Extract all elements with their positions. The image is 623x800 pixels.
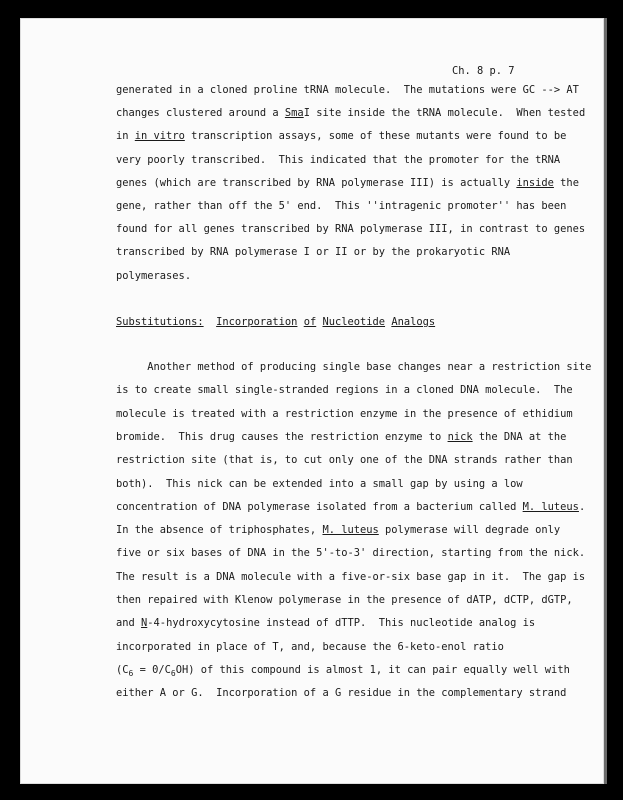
underlined-text: nick: [447, 431, 473, 443]
paragraph-2-line: molecule is treated with a restriction enzyme in the presence of ethidium: [116, 408, 573, 420]
paragraph-2-line: then repaired with Klenow polymerase in the presence of dATP, dCTP, dGTP,: [116, 594, 573, 606]
underlined-text: M. luteus: [522, 501, 579, 513]
paragraph-2-line: The result is a DNA molecule with a five-or-six base gap in it. The gap is: [116, 571, 586, 583]
underlined-text: Analogs: [391, 316, 436, 328]
paragraph-2-line: both). This nick can be extended into a small gap by using a low: [116, 478, 523, 490]
underlined-text: Substitutions:: [116, 316, 204, 328]
underlined-text: Nucleotide: [322, 316, 386, 328]
paragraph-2-line: restriction site (that is, to cut only one of the DNA strands rather than: [116, 454, 573, 466]
page-edge: [604, 18, 607, 784]
paragraph-2-line: $(C_6 = 0/C_6OH)$ of this compound is almost 1, it can pair equally well with: [116, 664, 570, 678]
paragraph-1-line: genes (which are transcribed by RNA polymerase III) is actually inside the: [116, 177, 579, 189]
subscript: 6: [128, 669, 134, 678]
underlined-text: inside: [516, 177, 554, 189]
underlined-text: N: [141, 617, 148, 629]
section-heading: [116, 316, 435, 328]
underlined-text: of: [303, 316, 317, 328]
paragraph-2-line: and N-4-hydroxycytosine instead of dTTP. This nucleotide analog is: [116, 617, 536, 629]
paragraph-1-line: transcribed by RNA polymerase I or II or by the prokaryotic RNA: [116, 246, 511, 258]
paragraph-2-line: In the absence of triphosphates, M. luteus polymerase will degrade only: [116, 524, 561, 536]
paragraph-1-line: gene, rather than off the 5' end. This ''intragenic promoter'' has been: [116, 200, 567, 212]
paragraph-2-line: either A or G. Incorporation of a G residue in the complementary strand: [116, 687, 567, 699]
paragraph-2-line: five or six bases of DNA in the 5'-to-3' direction, starting from the nick.: [116, 547, 586, 559]
paragraph-2-line: is to create small single-stranded regions in a cloned DNA molecule. The: [116, 384, 573, 396]
paragraph-2-line: incorporated in place of T, and, because the 6-keto-enol ratio: [116, 641, 504, 653]
paragraph-1-line: generated in a cloned proline tRNA molecule. The mutations were GC --> AT: [116, 84, 579, 96]
paragraph-1-line: found for all genes transcribed by RNA polymerase III, in contrast to genes: [116, 223, 586, 235]
paragraph-1-line: in in vitro transcription assays, some of these mutants were found to be: [116, 130, 567, 142]
paragraph-1-line: changes clustered around a SmaI site inside the tRNA molecule. When tested: [116, 107, 586, 119]
underlined-text: Incorporation: [216, 316, 298, 328]
underlined-text: in vitro: [134, 130, 185, 142]
paragraph-1-line: very poorly transcribed. This indicated that the promoter for the tRNA: [116, 154, 561, 166]
paragraph-2-line: bromide. This drug causes the restriction enzyme to nick the DNA at the: [116, 431, 567, 443]
underlined-text: M. luteus: [322, 524, 379, 536]
paragraph-2-line: Another method of producing single base changes near a restriction site: [116, 361, 592, 373]
paragraph-1-line: polymerases.: [116, 270, 192, 282]
underlined-text: Sma: [284, 107, 304, 119]
subscript: 6: [170, 669, 176, 678]
page-header: Ch. 8 p. 7: [452, 65, 515, 77]
paragraph-2-line: concentration of DNA polymerase isolated from a bacterium called M. luteus.: [116, 501, 586, 513]
